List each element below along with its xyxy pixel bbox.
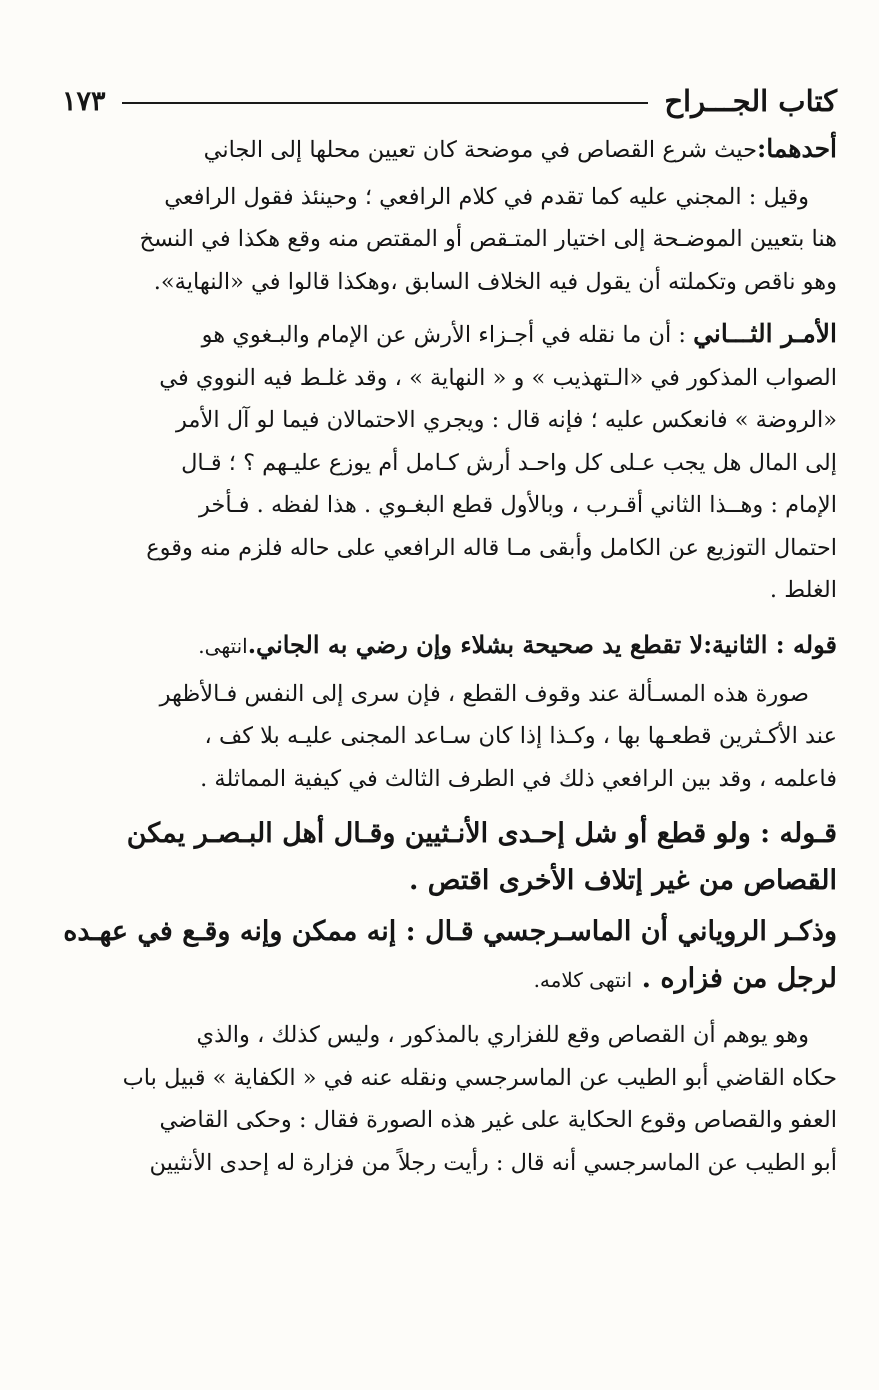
text-line: الغلط .: [769, 577, 837, 603]
quote-lead: قوله : الثانية:: [703, 629, 837, 659]
text-line: أبو الطيب عن الماسرجسي أنه قال : رأيت رجلاً من فزارة له إحدى الأنثيين: [149, 1149, 837, 1176]
text-line: فاعلمه ، وقد بين الرافعي ذلك في الطرف الثالث في كيفية المماثلة .: [200, 765, 837, 792]
text-line: [62, 128, 837, 172]
paragraph-second-matter: [62, 313, 837, 612]
text-line: الإمام : وهــذا الثاني أقـرب ، وبالأول قطع البغـوي . هذا لفظه . فـأخر: [199, 492, 837, 518]
text-line: [62, 313, 837, 357]
quote-end-marker: انتهى.: [198, 633, 248, 658]
text-line: صورة هذه المسـألة عند وقوف القطع ، فإن سرى إلى النفس فـالأظهر: [159, 680, 809, 707]
text-line: الصواب المذكور في «الـتهذيب » و « النهاية » ، وقد غلـط فيه النووي في: [159, 364, 837, 391]
text-line: عند الأكـثرين قطعـها بها ، وكـذا إذا كان سـاعد المجنى عليـه بلا كف ،: [204, 723, 837, 749]
paragraph-commentary: [62, 673, 837, 801]
text-line: القصاص من غير إتلاف الأخرى اقتص .: [408, 865, 837, 896]
quote-text: لا تقطع يد صحيحة بشلاء وإن رضي به الجاني.: [247, 629, 704, 659]
text-line: العفو والقصاص وقوع الحكاية على غير هذه الصورة فقال : وحكى القاضي: [159, 1107, 837, 1133]
paragraph-first-matter: [62, 128, 837, 172]
text-line: وهو ناقص وتكملته أن يقول فيه الخلاف السابق ،وهكذا قالوا في «النهاية».: [153, 268, 837, 295]
paragraph-lead: أحدهما:: [756, 134, 837, 163]
paragraph-commentary: [62, 1014, 837, 1184]
text-line: هنا بتعيين الموضـحة إلى اختيار المتـقص أو المقتص منه وقع هكذا في النسخ: [139, 226, 837, 252]
paragraph-lead: الأمـر الثـــاني: [693, 319, 837, 348]
running-title: كتاب الجـــراح: [664, 84, 837, 118]
line-text: : أن ما نقله في أجـزاء الأرش عن الإمام والبـغوي هو: [201, 322, 694, 348]
text-line: حكاه القاضي أبو الطيب عن الماسرجسي ونقله عنه في « الكفاية » قبيل باب: [122, 1064, 837, 1091]
header-rule: [122, 102, 649, 104]
quoted-statement: [62, 622, 837, 669]
page-number: ١٧٣: [62, 85, 106, 117]
text-line: احتمال التوزيع عن الكامل وأبقى مـا قاله الرافعي على حاله فلزم منه وقوع: [146, 534, 837, 561]
quote-end-marker: انتهى كلامه.: [533, 968, 633, 992]
text-line: «الروضة » فانعكس عليه ؛ فإنه قال : ويجري الاحتمالان فيما لو آل الأمر: [176, 407, 837, 433]
text-line: وقيل : المجني عليه كما تقدم في كلام الرافعي ؛ وحينئذ فقول الرافعي: [164, 183, 809, 210]
text-line: إلى المال هل يجب عـلى كل واحـد أرش كـامل أم يوزع عليـهم ؟ ؛ قـال: [181, 449, 837, 476]
text-line: قـوله : ولو قطع أو شل إحـدى الأنـثيين وقـال أهل البـصـر يمكن: [126, 818, 837, 849]
text-line: [62, 622, 837, 669]
line-text: لرجل من فزاره .: [641, 963, 837, 994]
text-line: وذكـر الروياني أن الماسـرجسي قـال : إنه ممكن وإنه وقـع في عهـده: [63, 916, 837, 947]
page-header: [62, 78, 837, 124]
line-text: حيث شرع القصاص في موضحة كان تعيين محلها إلى الجاني: [203, 137, 757, 163]
text-line: وهو يوهم أن القصاص وقع للفزاري بالمذكور ، وليس كذلك ، والذي: [196, 1022, 809, 1048]
quoted-statement: [62, 810, 837, 904]
paragraph-commentary: [62, 176, 837, 304]
text-line: [62, 955, 837, 1004]
quoted-statement: [62, 908, 837, 1004]
